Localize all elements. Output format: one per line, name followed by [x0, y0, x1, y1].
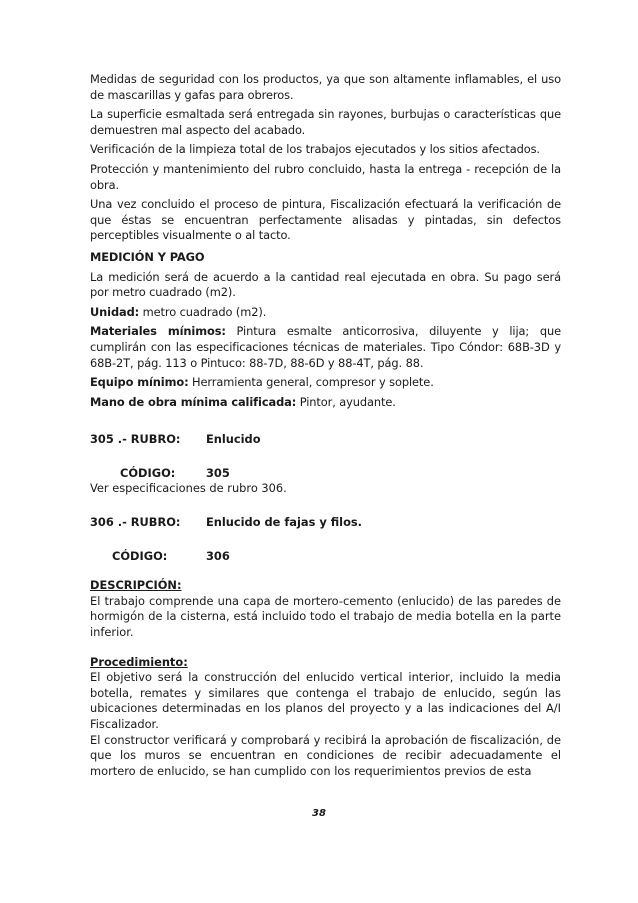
rubro-305-name: Enlucido — [206, 432, 261, 447]
heading-descripcion: DESCRIPCIÓN: — [90, 578, 182, 593]
codigo-305-label: CÓDIGO: — [120, 465, 176, 480]
codigo-306-label: CÓDIGO: — [112, 548, 168, 563]
heading-procedimiento: Procedimiento: — [90, 654, 188, 669]
paragraph-cleaning: Verificación de la limpieza total de los trabajos ejecutados y los sitios afectados. — [90, 142, 540, 157]
rubro-305-number: 305 .- RUBRO: — [90, 432, 181, 447]
equipo-line — [90, 375, 561, 391]
mano-value: Pintor, ayudante. — [296, 394, 396, 409]
rubro-305-note: Ver especificaciones de rubro 306. — [90, 481, 287, 496]
page-number: 38 — [312, 808, 326, 819]
mano-line — [90, 395, 561, 411]
paragraph-safety: Medidas de seguridad con los productos, ya que son altamente inflamables, el uso de mascarillas y gafas para obreros. — [90, 72, 561, 102]
codigo-306-line — [90, 549, 561, 565]
document-page — [90, 72, 561, 779]
rubro-305-line — [90, 432, 561, 448]
unidad-label: Unidad: — [90, 304, 140, 319]
paragraph-procedimiento-2: El constructor verificará y comprobará y recibirá la aprobación de fiscalización, de que los muros se encuentran en condiciones de recibir adecuadamente el mortero de enlucido, se han cumplido con los requerimientos previos de esta — [90, 732, 561, 778]
materiales-line — [90, 324, 561, 371]
paragraph-protection: Protección y mantenimiento del rubro concluido, hasta la entrega - recepción de la obra. — [90, 161, 561, 192]
unidad-value: metro cuadrado (m2). — [139, 304, 267, 319]
paragraph-surface: La superficie esmaltada será entregada sin rayones, burbujas o características que demuestren mal aspecto del acabado. — [90, 107, 561, 137]
paragraph-descripcion: El trabajo comprende una capa de mortero-cemento (enlucido) de las paredes de hormigón de la cisterna, está incluido todo el trabajo de media botella en la parte inferior. — [90, 593, 561, 640]
rubro-306-number: 306 .- RUBRO: — [90, 515, 181, 530]
rubro-306-name: Enlucido de fajas y filos. — [206, 515, 362, 530]
unidad-line — [90, 305, 561, 321]
materiales-value: Pintura esmalte anticorrosiva, diluyente y lija; que cumplirán con las especificaciones técnicas de materiales. Tipo Cóndor: 68B-3D y 68B-2T, pág. 113 o Pintuco: 88-7D, 88-6D y 88-4T, pág. 88. — [90, 324, 561, 370]
paragraph-medicion: La medición será de acuerdo a la cantidad real ejecutada en obra. Su pago será por metro cuadrado (m2). — [90, 269, 561, 300]
codigo-305-line — [90, 466, 561, 482]
mano-label: Mano de obra mínima calificada: — [90, 394, 297, 409]
rubro-306-line — [90, 515, 561, 531]
materiales-label: Materiales mínimos: — [90, 324, 226, 339]
codigo-306-value: 306 — [206, 548, 230, 563]
equipo-label: Equipo mínimo: — [90, 375, 189, 390]
paragraph-procedimiento-1: El objetivo será la construcción del enlucido vertical interior, incluido la media botella, remates y similares que contenga el trabajo de enlucido, según las ubicaciones determinadas en los planos del proyecto y a las indicaciones del A/I Fiscalizador. — [90, 670, 561, 731]
heading-medicion: MEDICIÓN Y PAGO — [90, 249, 205, 264]
paragraph-verification: Una vez concluido el proceso de pintura, Fiscalización efectuará la verificación de que éstas se encuentran perfectamente alisadas y pintadas, sin defectos perceptibles visualmente o al tacto. — [90, 197, 561, 243]
codigo-305-value: 305 — [206, 465, 230, 480]
equipo-value: Herramienta general, compresor y soplete. — [188, 375, 434, 390]
